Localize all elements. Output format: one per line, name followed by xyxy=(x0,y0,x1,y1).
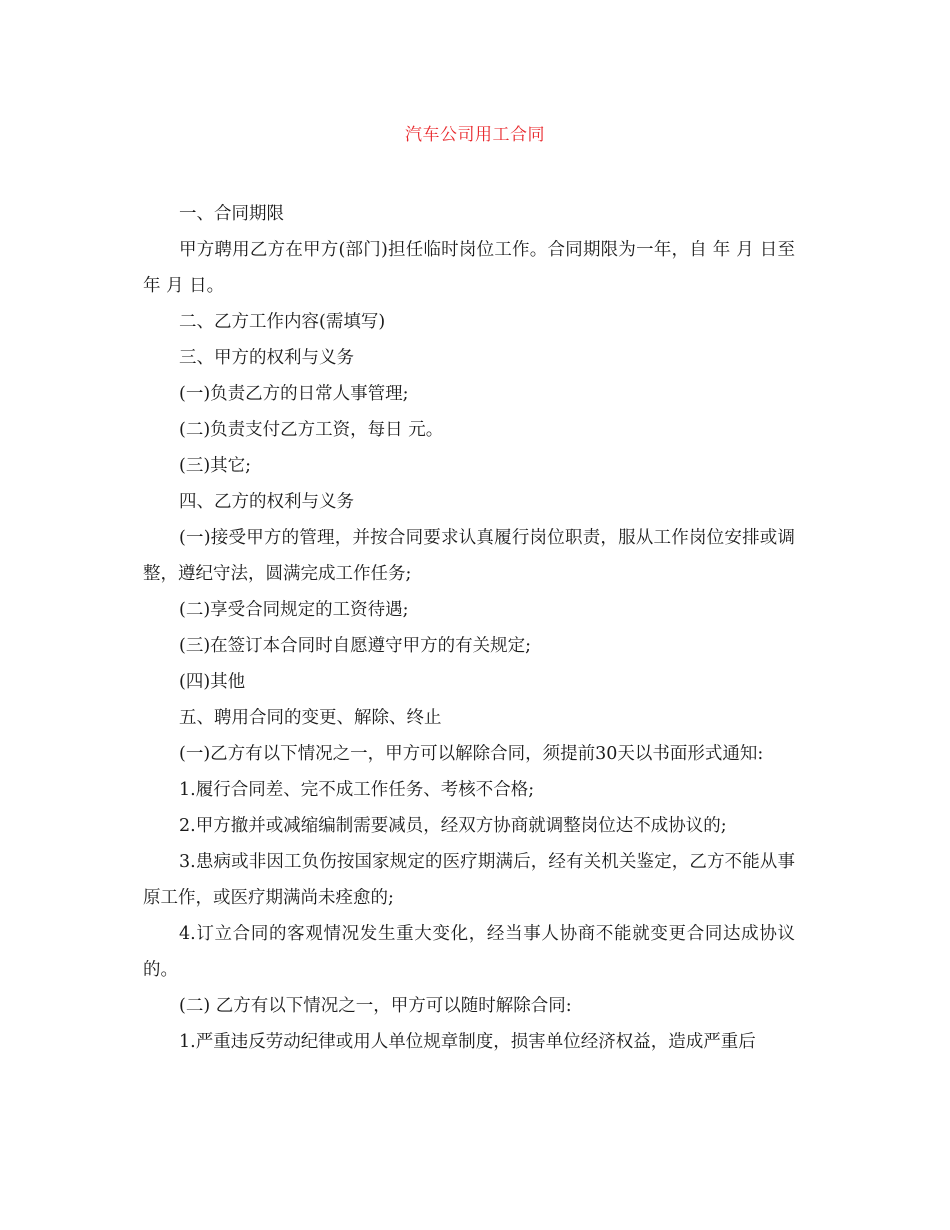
list-item: 4.订立合同的客观情况发生重大变化，经当事人协商不能就变更合同达成协议的。 xyxy=(143,924,795,980)
list-item: 3.患病或非因工负伤按国家规定的医疗期满后，经有关机关鉴定，乙方不能从事原工作，或医疗期满尚未痊愈的; xyxy=(143,852,795,908)
section-heading: 四、乙方的权利与义务 xyxy=(179,492,354,512)
section-heading: 一、合同期限 xyxy=(179,204,284,224)
list-item: (四)其他 xyxy=(179,672,246,692)
list-item: (二)负责支付乙方工资，每日 元。 xyxy=(179,420,444,440)
list-item: (二)享受合同规定的工资待遇; xyxy=(179,600,409,620)
list-item: 1.履行合同差、完不成工作任务、考核不合格; xyxy=(179,780,535,800)
document-title: 汽车公司用工合同 xyxy=(405,125,545,145)
section-heading: 二、乙方工作内容(需填写) xyxy=(179,312,386,332)
section-heading: 三、甲方的权利与义务 xyxy=(179,348,354,368)
list-item: (三)其它; xyxy=(179,456,252,476)
list-item: 2.甲方撤并或减缩编制需要减员，经双方协商就调整岗位达不成协议的; xyxy=(179,816,727,836)
paragraph: 甲方聘用乙方在甲方(部门)担任临时岗位工作。合同期限为一年，自 年 月 日至 年 月 日。 xyxy=(143,240,795,296)
list-item: (一)接受甲方的管理，并按合同要求认真履行岗位职责，服从工作岗位安排或调整，遵纪守法，圆满完成工作任务; xyxy=(143,528,795,584)
list-item: (一)乙方有以下情况之一，甲方可以解除合同，须提前30天以书面形式通知: xyxy=(179,744,764,764)
list-item: (二) 乙方有以下情况之一，甲方可以随时解除合同: xyxy=(179,996,572,1016)
list-item: 1.严重违反劳动纪律或用人单位规章制度，损害单位经济权益，造成严重后 xyxy=(179,1032,756,1052)
section-heading: 五、聘用合同的变更、解除、终止 xyxy=(179,708,442,728)
list-item: (一)负责乙方的日常人事管理; xyxy=(179,384,409,404)
document-body xyxy=(143,196,795,1060)
list-item: (三)在签订本合同时自愿遵守甲方的有关规定; xyxy=(179,636,532,656)
